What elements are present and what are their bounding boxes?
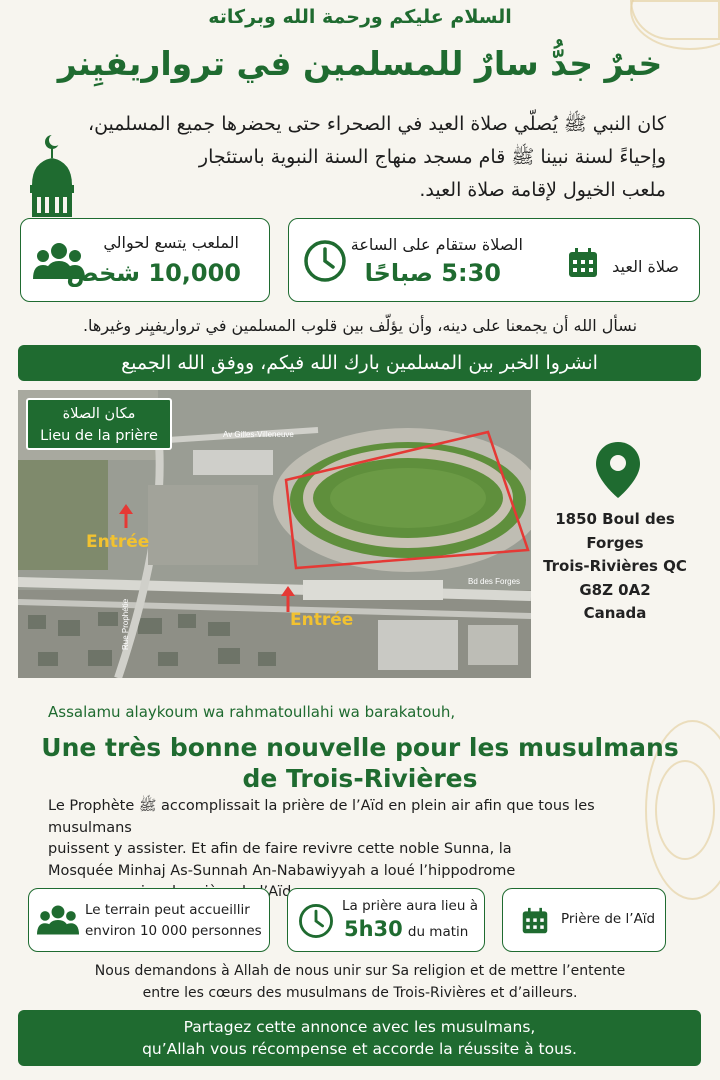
french-title-line1: Une très bonne nouvelle pour les musulmans [41, 733, 679, 762]
arabic-paragraph-line3: ملعب الخيول لإقامة صلاة العيد. [419, 179, 666, 201]
arabic-paragraph-line2: وإحياءً لسنة نبينا ﷺ قام مسجد منهاج السنة النبوية باستئجار [198, 146, 666, 168]
address-block [530, 508, 700, 626]
french-title [0, 732, 720, 794]
french-paragraph-line3: Mosquée Minhaj As-Sunnah An-Nabawiyyah a loué l’hippodrome [48, 862, 516, 879]
arabic-capacity-card [20, 218, 270, 302]
address-line4: Canada [583, 604, 647, 622]
prayer-location-label-ar: مكان الصلاة [62, 406, 136, 422]
arabic-time-card [288, 218, 700, 302]
french-capacity-card [28, 888, 270, 952]
prayer-location-label [26, 398, 172, 450]
french-prayer-name: Prière de l’Aïd [561, 911, 656, 927]
french-hope-line1: Nous demandons à Allah de nous unir sur Sa religion et de mettre l’entente [94, 963, 626, 979]
arabic-salam: السلام عليكم ورحمة الله وبركاته [208, 6, 512, 28]
arabic-share-banner: انشروا الخبر بين المسلمين بارك الله فيكم، ووفق الله الجميع [18, 345, 701, 381]
arabic-title: خبرٌ جدُّ سارٌ للمسلمين في ترواريفيِنر [57, 44, 663, 83]
french-hope [0, 960, 720, 1004]
address-line1: 1850 Boul des Forges [555, 510, 675, 552]
arabic-hope: نسأل الله أن يجمعنا على دينه، وأن يؤلّف بين قلوب المسلمين في ترواريفيِنر وغيرها. [82, 316, 638, 335]
french-time-card [287, 888, 485, 952]
french-share-line1: Partagez cette annonce avec les musulmans, [183, 1018, 536, 1036]
calendar-icon [521, 907, 549, 935]
arabic-paragraph-line1: كان النبي ﷺ يُصلّي صلاة العيد في الصحراء حتى يحضرها جميع المسلمين، [87, 113, 666, 135]
french-time-row [344, 917, 468, 941]
french-paragraph-line4: l’Aïd. [259, 884, 296, 900]
people-icon [37, 903, 79, 937]
calendar-icon [567, 247, 599, 279]
street-label-prophetie: Rue Prophétie [121, 598, 130, 650]
french-capacity-text [85, 900, 262, 942]
address-line2: Trois-Rivières QC [543, 557, 687, 575]
french-time-suffix: du matin [407, 924, 469, 940]
street-label-forges: Bd des Forges [468, 577, 521, 586]
french-salam: Assalamu alaykoum wa rahmatoullahi wa barakatouh, [48, 703, 456, 721]
street-label-gilles: Av Gilles-Villeneuve [223, 430, 294, 439]
arabic-time-value: 5:30 صباحًا [364, 259, 501, 287]
french-hope-line2: entre les cœurs des musulmans de Trois-Rivières et d’ailleurs. [142, 985, 578, 1001]
arabic-prayer-name: صلاة العيد [612, 257, 679, 276]
french-paragraph-line2: puissent y assister. Et afin de faire revivre cette noble Sunna, la [48, 841, 512, 857]
clock-icon [303, 239, 347, 283]
mosque-icon [26, 130, 78, 220]
french-title-line2: de Trois-Rivières [242, 764, 478, 793]
prayer-location-label-fr: Lieu de la prière [40, 428, 158, 444]
aerial-map [18, 390, 531, 678]
french-share-banner [18, 1010, 701, 1066]
arabic-paragraph [86, 108, 666, 207]
french-capacity-line1: Le terrain peut accueillir [85, 902, 250, 918]
address-line3: G8Z 0A2 [579, 580, 651, 599]
french-paragraph-line1: Le Prophète ﷺ accomplissait la prière de l’Aïd en plein air afin que tous les musulmans [48, 798, 595, 836]
french-share-line2: qu’Allah vous récompense et accorde la réussite à tous. [142, 1040, 577, 1058]
french-time-label: La prière aura lieu à [342, 898, 478, 914]
arabic-time-label: الصلاة ستقام على الساعة [350, 235, 523, 254]
french-time-value: 5h30 [344, 917, 403, 941]
arabic-capacity-value: 10,000 شخص [66, 259, 241, 287]
arabic-capacity-label: الملعب يتسع لحوالي [103, 233, 239, 252]
clock-icon [298, 903, 334, 939]
entrance-label-1: Entrée [86, 532, 150, 552]
entrance-label-2: Entrée [290, 610, 354, 630]
map-pin-icon [594, 440, 642, 500]
french-capacity-line2: environ 10 000 personnes [85, 923, 262, 939]
french-prayer-card [502, 888, 666, 952]
